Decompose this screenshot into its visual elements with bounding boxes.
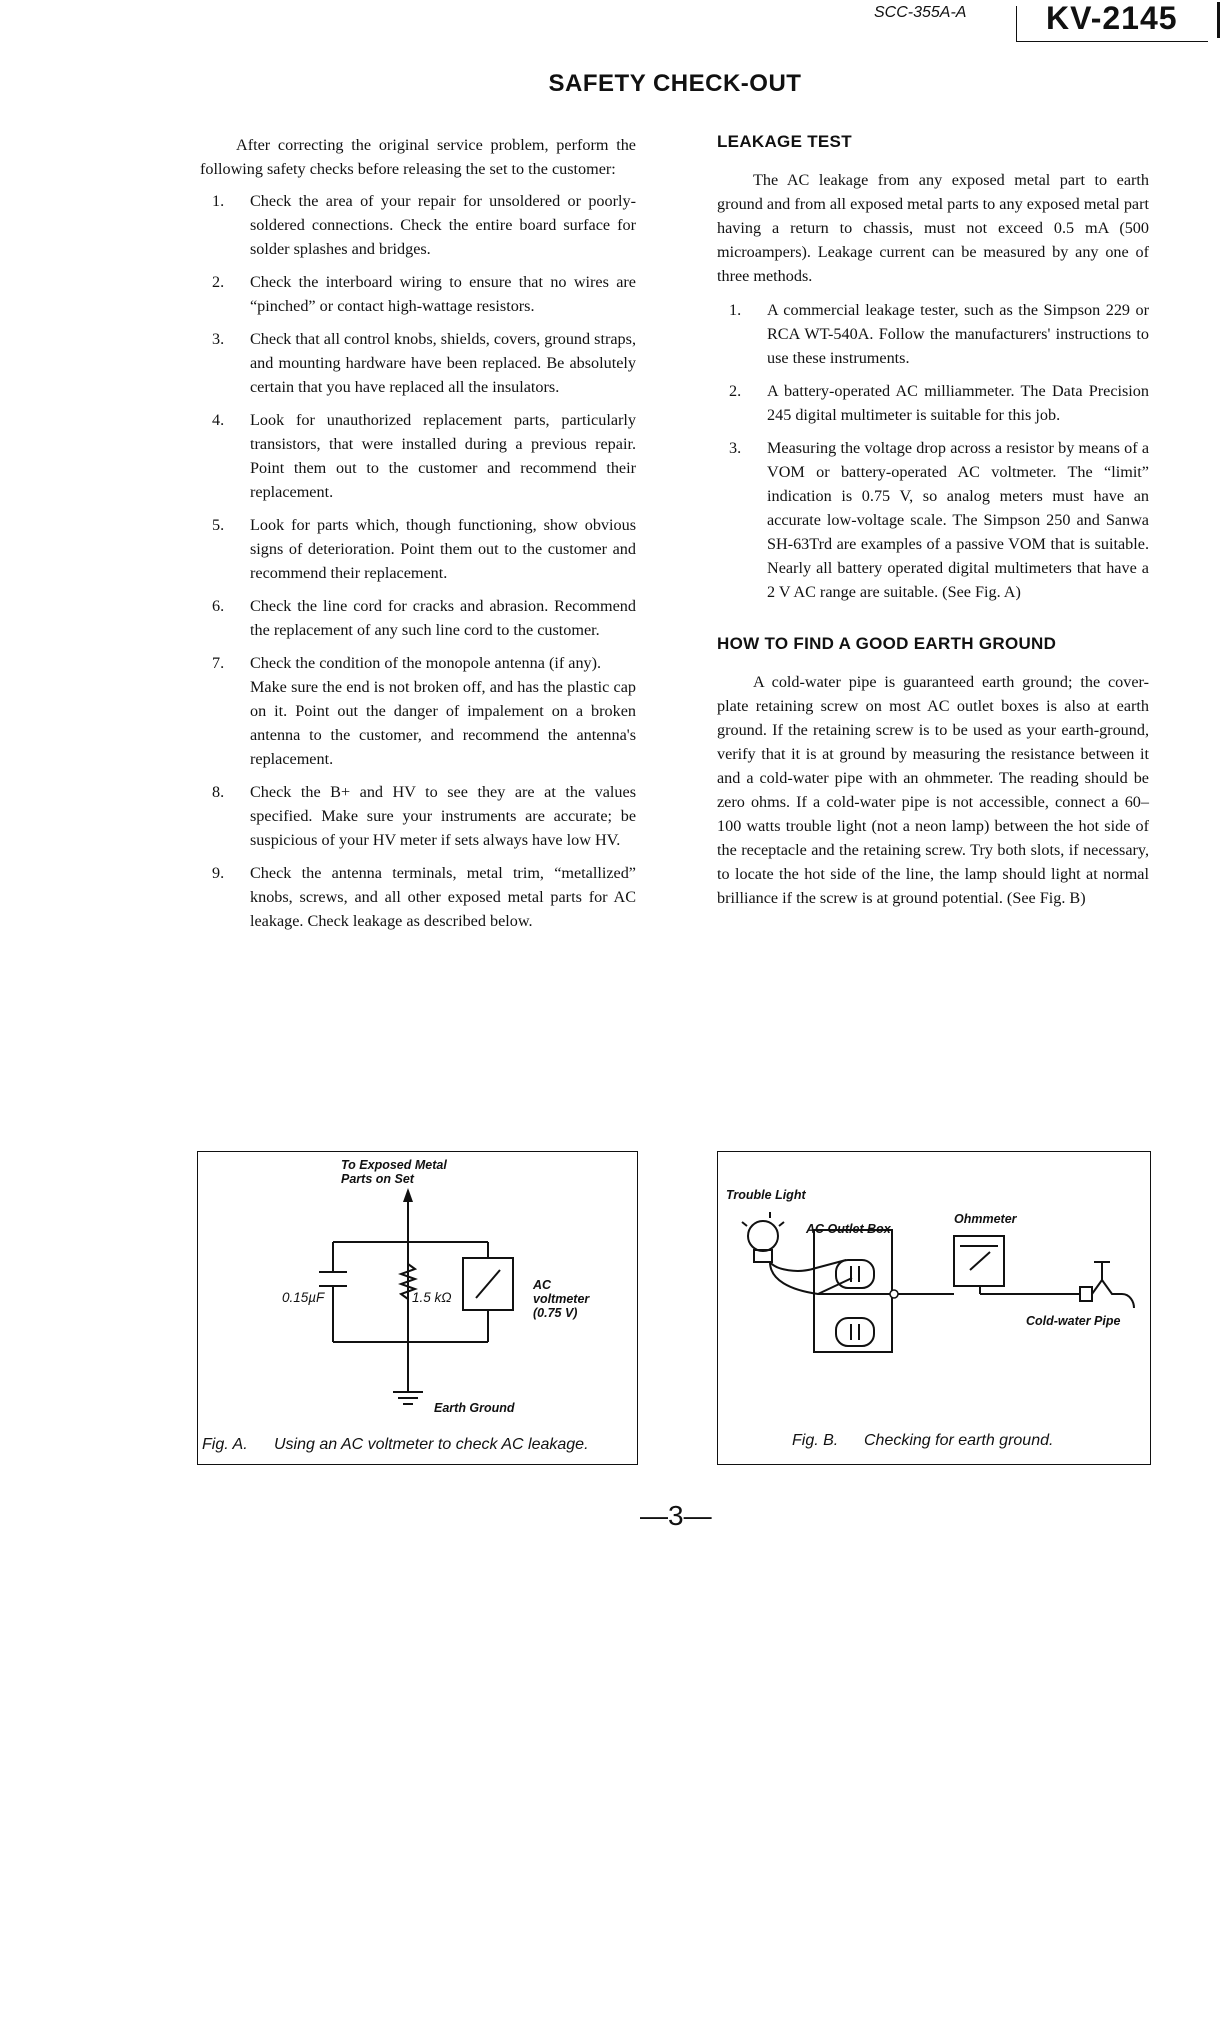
- label-ohmmeter: Ohmmeter: [954, 1212, 1017, 1226]
- header-divider: [1016, 6, 1017, 42]
- item-number: 9.: [212, 864, 225, 882]
- list-item: [200, 189, 636, 261]
- list-item: [200, 594, 636, 642]
- model-code: SCC-355A-A: [874, 4, 967, 21]
- item-text: Check the line cord for cracks and abrasion. Recommend the replacement of any such line cord to the customer.: [250, 597, 636, 639]
- list-item: [200, 780, 636, 852]
- item-text: Check that all control knobs, shields, covers, ground straps, and mounting hardware have been replaced. Be absolutely certain that you have replaced all the insulators.: [250, 330, 636, 396]
- figure-b-number: Fig. B.: [792, 1432, 839, 1449]
- leakage-paragraph: The AC leakage from any exposed metal part to earth ground and from all exposed metal parts to any exposed metal part having a return to chassis, must not exceed 0.5 mA (500 microampers). Leakage current can be measured by any one of three methods.: [717, 171, 1149, 285]
- item-text: A commercial leakage tester, such as the Simpson 229 or RCA WT-540A. Follow the manufacturers' instructions to use these instruments.: [767, 301, 1149, 367]
- label-trouble-light: Trouble Light: [726, 1188, 806, 1202]
- label-earth-ground: Earth Ground: [434, 1401, 515, 1415]
- figure-a-caption: Using an AC voltmeter to check AC leakage.: [274, 1436, 589, 1453]
- label-voltmeter: voltmeter: [533, 1292, 590, 1306]
- item-text: Check the B+ and HV to see they are at the values specified. Make sure your instruments are accurate; be suspicious of your HV meter if sets always have low HV.: [250, 783, 636, 849]
- figure-b: [717, 1151, 1151, 1465]
- header-underline: [1016, 41, 1208, 42]
- item-number: 2.: [729, 382, 742, 400]
- list-item: [717, 436, 1149, 604]
- earth-ground-paragraph: A cold-water pipe is guaranteed earth ground; the cover-plate retaining screw on most AC outlet boxes is also at earth ground. If the retaining screw is to be used as your earth-ground, verify that it is at ground by measuring the resistance between it and a cold-water pipe with an ohmmeter. The reading should be zero ohms. If a cold-water pipe is not accessible, connect a 60–100 watts trouble light (not a neon lamp) between the hot side of the receptacle and the retaining screw. Try both slots, if necessary, to locate the hot side of the line, the lamp should light at normal brilliance if the screw is at ground potential. (See Fig. B): [717, 673, 1149, 907]
- page-title: SAFETY CHECK-OUT: [548, 70, 802, 97]
- item-text: Look for parts which, though functioning, show obvious signs of deterioration. Point them out to the customer and recommend their replacement.: [250, 516, 636, 582]
- figure-a: [197, 1151, 638, 1465]
- item-text: A battery-operated AC milliammeter. The Data Precision 245 digital multimeter is suitable for this job.: [767, 382, 1149, 424]
- list-item: [200, 513, 636, 585]
- list-item: [200, 327, 636, 399]
- figure-b-caption: Checking for earth ground.: [864, 1432, 1054, 1449]
- list-item: [200, 408, 636, 504]
- figure-a-number: Fig. A.: [202, 1436, 248, 1453]
- label-parts-on-set: Parts on Set: [341, 1172, 414, 1186]
- item-number: 4.: [212, 411, 225, 429]
- item-number: 5.: [212, 516, 225, 534]
- list-item: [717, 298, 1149, 370]
- right-column: [717, 130, 1149, 920]
- item-text-continued: Make sure the end is not broken off, and has the plastic cap on it. Point out the danger of impalement on a broken antenna to the customer, and recommend the antenna's replacement.: [250, 678, 636, 768]
- label-capacitor: 0.15µF: [282, 1290, 325, 1305]
- list-item: [200, 861, 636, 933]
- item-number: 8.: [212, 783, 225, 801]
- leakage-methods-list: [717, 298, 1149, 604]
- product-name: KV-2145: [1046, 0, 1178, 36]
- label-cold-water-pipe: Cold-water Pipe: [1026, 1314, 1121, 1328]
- item-text: Look for unauthorized replacement parts, particularly transistors, that were installed during a previous repair. Point them out to the customer and recommend their replacement.: [250, 411, 636, 501]
- header-edge-bar: [1217, 2, 1220, 38]
- item-number: 3.: [212, 330, 225, 348]
- item-text: Check the area of your repair for unsoldered or poorly-soldered connections. Check the entire board surface for solder splashes and bridges.: [250, 192, 636, 258]
- item-text: Check the condition of the monopole antenna (if any).: [250, 654, 602, 672]
- leakage-test-heading: LEAKAGE TEST: [717, 132, 852, 151]
- list-item: [200, 270, 636, 318]
- item-text: Measuring the voltage drop across a resistor by means of a VOM or battery-operated AC voltmeter. The “limit” indication is 0.75 V, so analog meters must have an accurate low-voltage scale. The Simpson 250 and Sanwa SH-63Trd are examples of a passive VOM that is suitable. Nearly all battery operated digital multimeters that have a 2 V AC range are suitable. (See Fig. A): [767, 439, 1149, 601]
- safety-check-list: [200, 189, 636, 933]
- label-ac-outlet-box: AC Outlet Box: [806, 1222, 891, 1236]
- light-bulb-icon: [748, 1221, 778, 1251]
- list-item: [717, 379, 1149, 427]
- page-number: —3—: [640, 1500, 712, 1531]
- item-number: 3.: [729, 439, 742, 457]
- item-number: 7.: [212, 654, 225, 672]
- intro-paragraph: After correcting the original service problem, perform the following safety checks before releasing the set to the customer:: [200, 136, 636, 178]
- item-number: 1.: [729, 301, 742, 319]
- item-text: Check the antenna terminals, metal trim, “metallized” knobs, screws, and all other exposed metal parts for AC leakage. Check leakage as described below.: [250, 864, 636, 930]
- lead-arrow-icon: [403, 1188, 413, 1202]
- item-number: 1.: [212, 192, 225, 210]
- faucet-icon: [1080, 1287, 1092, 1301]
- label-ac: AC: [533, 1278, 552, 1292]
- label-exposed-metal: To Exposed Metal: [341, 1158, 447, 1172]
- earth-ground-heading: HOW TO FIND A GOOD EARTH GROUND: [717, 634, 1057, 653]
- item-number: 6.: [212, 597, 225, 615]
- list-item: [200, 651, 636, 771]
- item-text: Check the interboard wiring to ensure that no wires are “pinched” or contact high-wattage resistors.: [250, 273, 636, 315]
- label-voltage-limit: (0.75 V): [533, 1306, 578, 1320]
- item-number: 2.: [212, 273, 225, 291]
- left-column: [200, 133, 636, 942]
- label-resistor: 1.5 kΩ: [412, 1290, 452, 1305]
